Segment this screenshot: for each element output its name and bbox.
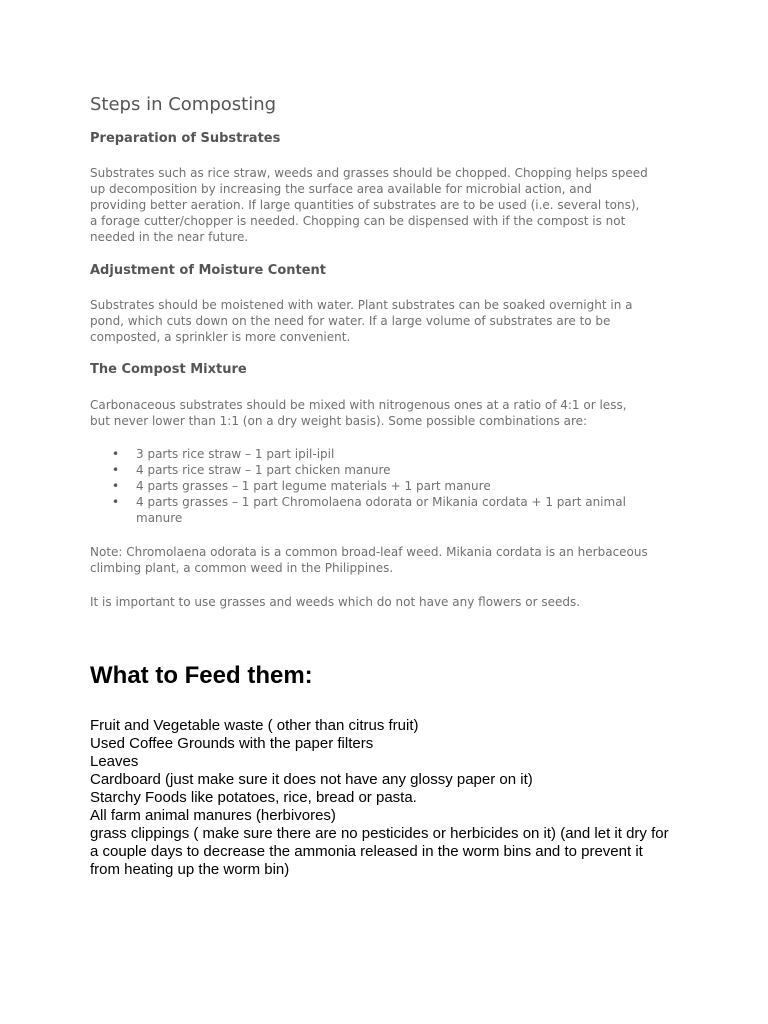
list-item: Used Coffee Grounds with the paper filters (90, 735, 374, 752)
paragraph-line: a forage cutter/chopper is needed. Chopping can be dispensed with if the compost is not (90, 214, 626, 228)
paragraph-line: needed in the near future. (90, 230, 249, 244)
list-item: Leaves (90, 753, 139, 770)
list-item-text: 4 parts grasses – 1 part Chromolaena odorata or Mikania cordata + 1 part animal (136, 495, 626, 509)
list-item (112, 446, 626, 462)
bullet-icon: • (112, 479, 120, 493)
list-item-text: 4 parts grasses – 1 part legume materials + 1 part manure (136, 479, 491, 493)
bullet-icon: • (112, 495, 120, 509)
bullet-icon: • (112, 463, 120, 477)
list-item: All farm animal manures (herbivores) (90, 807, 336, 824)
paragraph-line: pond, which cuts down on the need for water. If a large volume of substrates are to be (90, 314, 611, 328)
list-item: Fruit and Vegetable waste ( other than citrus fruit) (90, 717, 419, 734)
heading-moisture-content: Adjustment of Moisture Content (90, 263, 327, 278)
list-item: Starchy Foods like potatoes, rice, bread or pasta. (90, 789, 417, 806)
section-title-what-to-feed: What to Feed them: (90, 662, 313, 689)
paragraph-moisture (90, 297, 690, 345)
paragraph-note (90, 544, 690, 576)
bullet-icon: • (112, 447, 120, 461)
paragraph-line: climbing plant, a common weed in the Philippines. (90, 561, 394, 575)
list-item (112, 494, 626, 526)
paragraph-line: Substrates such as rice straw, weeds and grasses should be chopped. Chopping helps speed (90, 166, 648, 180)
paragraph-line: providing better aeration. If large quantities of substrates are to be used (i.e. several tons), (90, 198, 640, 212)
paragraph-line: up decomposition by increasing the surface area available for microbial action, and (90, 182, 592, 196)
feed-items-list (90, 717, 669, 879)
list-item-text: manure (136, 511, 183, 525)
paragraph-preparation (90, 165, 690, 245)
paragraph-line: but never lower than 1:1 (on a dry weight basis). Some possible combinations are: (90, 414, 588, 428)
list-item: grass clippings ( make sure there are no pesticides or herbicides on it) (and let it dry for (90, 825, 669, 842)
list-item: from heating up the worm bin) (90, 861, 290, 878)
list-item (112, 478, 626, 494)
paragraph-mixture (90, 397, 690, 429)
paragraph-line: composted, a sprinkler is more convenient. (90, 330, 351, 344)
paragraph-important (90, 594, 690, 610)
paragraph-line: Carbonaceous substrates should be mixed with nitrogenous ones at a ratio of 4:1 or less, (90, 398, 627, 412)
paragraph-line: Substrates should be moistened with water. Plant substrates can be soaked overnight in a (90, 298, 633, 312)
heading-preparation-of-substrates: Preparation of Substrates (90, 131, 281, 146)
list-item: Cardboard (just make sure it does not have any glossy paper on it) (90, 771, 533, 788)
list-item: a couple days to decrease the ammonia released in the worm bins and to prevent it (90, 843, 643, 860)
list-item-text: 3 parts rice straw – 1 part ipil-ipil (136, 447, 335, 461)
paragraph-line: It is important to use grasses and weeds which do not have any flowers or seeds. (90, 595, 581, 609)
paragraph-line: Note: Chromolaena odorata is a common broad-leaf weed. Mikania cordata is an herbaceous (90, 545, 648, 559)
list-item-text: 4 parts rice straw – 1 part chicken manure (136, 463, 391, 477)
list-item (112, 462, 626, 478)
heading-compost-mixture: The Compost Mixture (90, 362, 247, 377)
section-title-steps-in-composting: Steps in Composting (90, 94, 277, 115)
combinations-list (112, 446, 626, 526)
